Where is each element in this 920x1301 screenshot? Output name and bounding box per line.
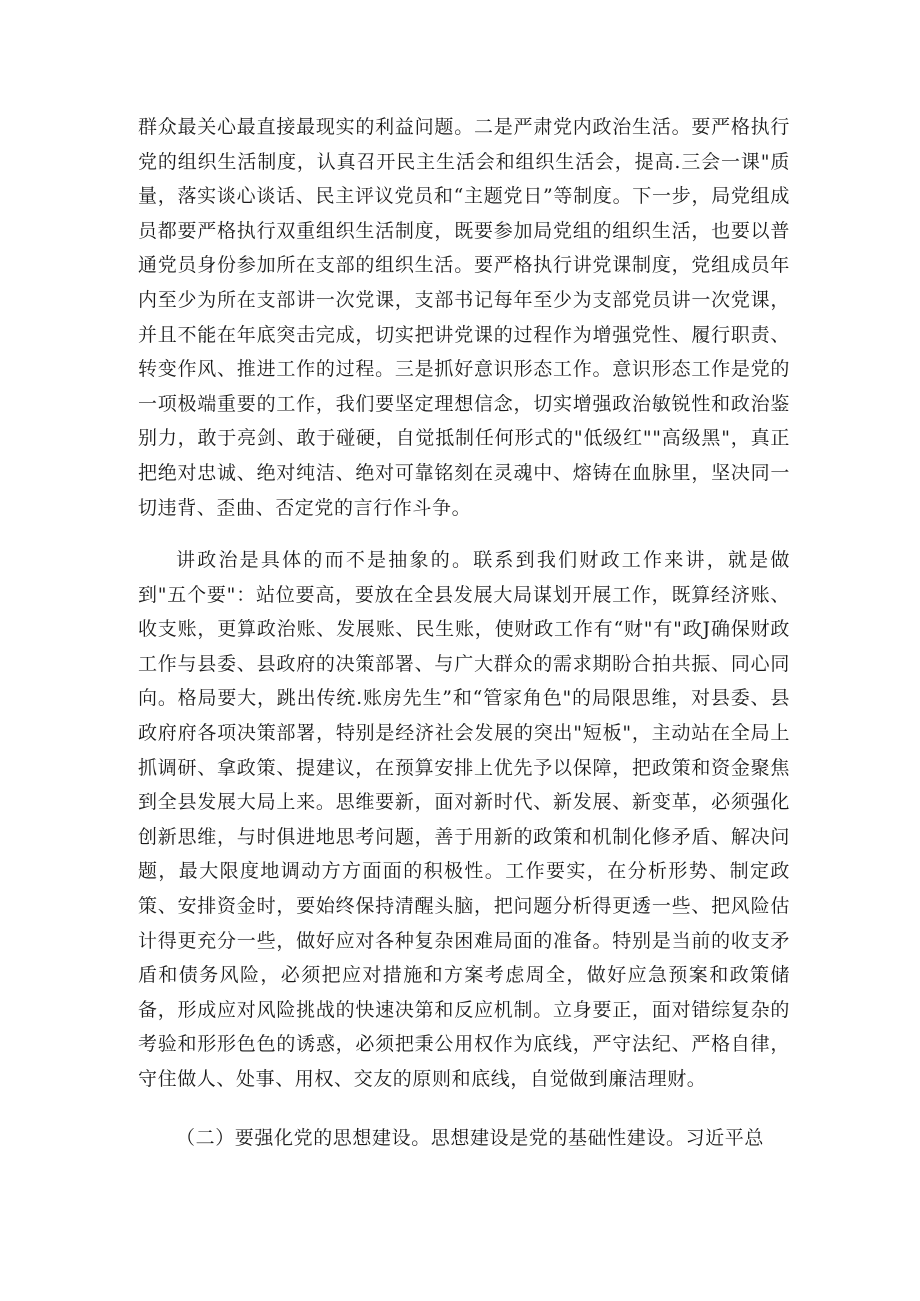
paragraph-1-text: 群众最关心最直接最现实的利益问题。二是严肃党内政治生活。要严格执行党的组织生活制度，认真召开民主生活会和组织生活会，提高.三会一课"质量，落实谈心谈话、民主评议党员和“主题党日”等制度。下一步，局党组成员都要严格执行双重组织生活制度，既要参加局党组的组织生活，也要以普通党员身份参加所在支部的组织生活。要严格执行讲党课制度，党组成员年内至少为所在支部讲一次党课，支部书记每年至少为支部党员讲一次党课，并且不能在年底突击完成，切实把讲党课的过程作为增强党性、履行职责、转变作风、推进工作的过程。三是抓好意识形态工作。意识形态工作是党的一项极端重要的工作，我们要坚定理想信念，切实增强政治敏锐性和政治鉴别力，敢于亮剑、敢于碰硬，自觉抵制任何形式的"低级红""高级黑"，真正把绝对忠诚、绝对纯洁、绝对可靠铭刻在灵魂中、熔铸在血脉里，坚决同一切违背、歪曲、否定党的言行作斗争。 <box>138 116 790 519</box>
paragraph-2-text: 讲政治是具体的而不是抽象的。联系到我们财政工作来讲，就是做到"五个要"：站位要高，要放在全县发展大局谋划开展工作，既算经济账、收支账，更算政治账、发展账、民生账，使财政工作有“财"有"政J确保财政工作与县委、县政府的决策部署、与广大群众的需求期盼合拍共振、同心同向。格局要大，跳出传统.账房先生”和“管家角色"的局限思维，对县委、县政府府各项决策部署，特别是经济社会发展的突出"短板"，主动站在全局上抓调研、拿政策、提建议，在预算安排上优先予以保障，把政策和资金聚焦到全县发展大局上来。思维要新，面对新时代、新发展、新变革，必须强化创新思维，与时俱进地思考问题，善于用新的政策和机制化修矛盾、解决问题，最大限度地调动方方面面的积极性。工作要实，在分析形势、制定政策、安排资金时，要始终保持清醒头脑，把问题分析得更透一些、把风险估计得更充分一些，做好应对各种复杂困难局面的准备。特别是当前的收支矛盾和债务风险，必须把应对措施和方案考虑周全，做好应急预案和政策储备，形成应对风险挑战的快速决第和反应机制。立身要正，面对错综复杂的考验和形形色色的诱惑，必须把秉公用权作为底线，严守法纪、严格自律，守住做人、处事、用权、交友的原则和底线，自觉做到廉洁理财。 <box>138 549 790 1090</box>
paragraph-3-text: （二）要强化党的思想建设。思想建设是党的基础性建设。习近平总 <box>176 1127 765 1149</box>
paragraph-1 <box>138 110 790 525</box>
paragraph-3 <box>138 1121 790 1156</box>
paragraph-2 <box>138 543 790 1097</box>
